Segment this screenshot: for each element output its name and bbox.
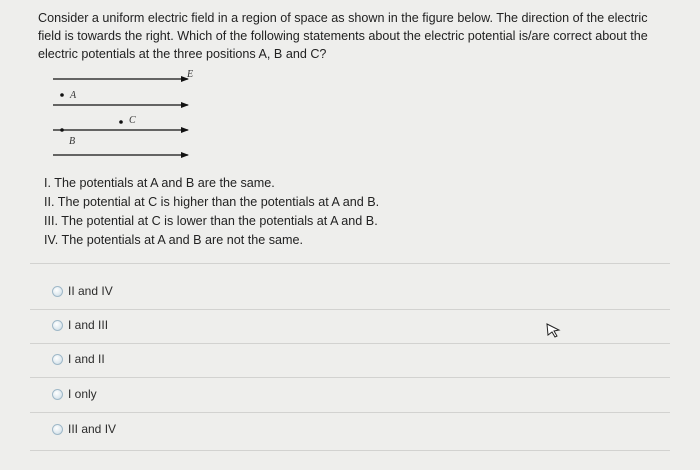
statement-2: II. The potential at C is higher than the potentials at A and B. [44, 195, 380, 209]
option-i-only[interactable] [52, 386, 97, 402]
divider [30, 309, 670, 310]
radio-button[interactable] [52, 424, 63, 435]
electric-field-figure [50, 66, 200, 166]
radio-button[interactable] [52, 389, 63, 400]
point-a-dot [60, 93, 64, 97]
point-b-label: B [69, 136, 76, 147]
divider [30, 450, 670, 451]
option-label: I and II [68, 352, 105, 366]
radio-button[interactable] [52, 320, 63, 331]
divider [30, 343, 670, 344]
statement-3: III. The potential at C is lower than the potentials at A and B. [44, 214, 378, 228]
point-c-dot [119, 120, 123, 124]
option-i-and-iii[interactable] [52, 317, 108, 333]
statement-1: I. The potentials at A and B are the same. [44, 176, 275, 190]
field-label-e: E [187, 69, 194, 80]
option-label: I and III [68, 318, 109, 332]
pointer-arrow-icon [545, 322, 561, 338]
divider [30, 263, 670, 264]
radio-button[interactable] [52, 354, 63, 365]
point-a-label: A [70, 90, 77, 101]
statement-4: IV. The potentials at A and B are not the same. [44, 233, 304, 247]
option-label: II and IV [68, 284, 113, 298]
option-label: III and IV [68, 422, 117, 436]
point-b-dot [60, 128, 64, 132]
statements-list [44, 174, 379, 250]
divider [30, 377, 670, 378]
option-iii-and-iv[interactable] [52, 421, 116, 437]
option-i-and-ii[interactable] [52, 351, 105, 367]
point-c-label: C [129, 115, 136, 126]
option-label: I only [68, 387, 97, 401]
question-text: Consider a uniform electric field in a region of space as shown in the figure below. The direction of the electric field is towards the right. Which of the following statements about the electric potential is/are correct about the electric potentials at the three positions A, B and C? [38, 11, 648, 61]
option-ii-and-iv[interactable] [52, 283, 113, 299]
field-diagram [50, 66, 200, 166]
divider [30, 412, 670, 413]
radio-button[interactable] [52, 286, 63, 297]
